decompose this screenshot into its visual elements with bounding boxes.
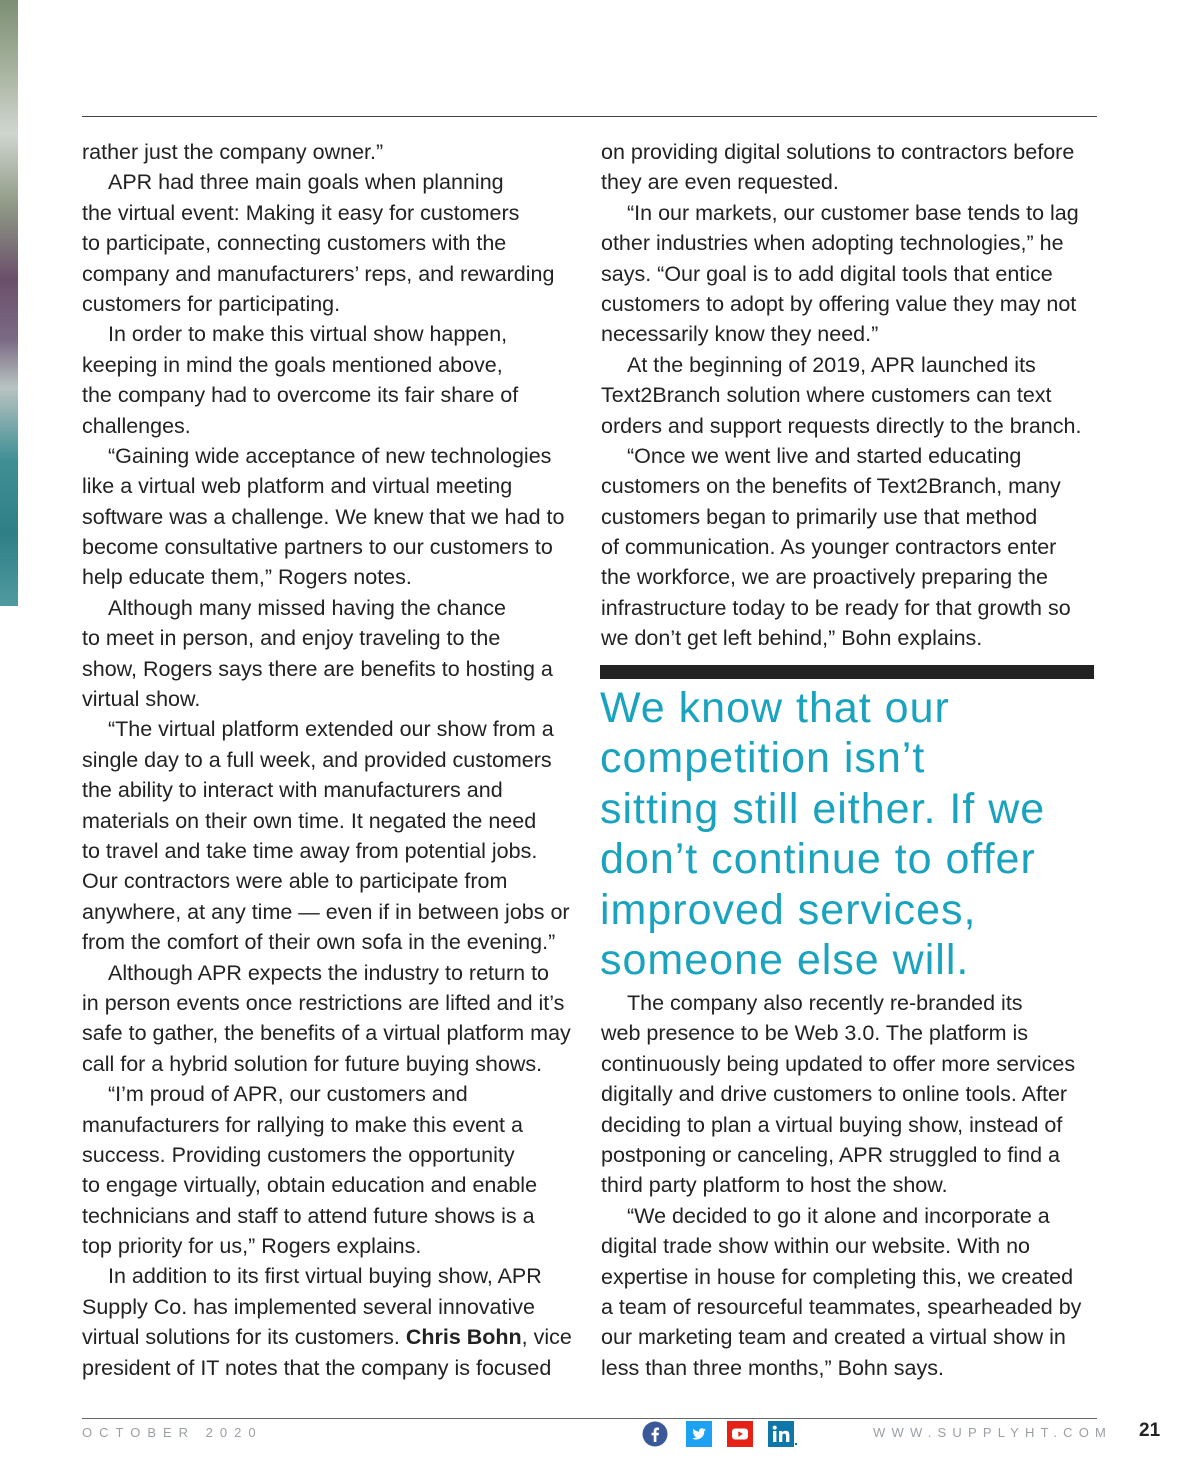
person-name-bold: Chris Bohn	[405, 1325, 522, 1350]
line-text: virtual solutions for its customers.	[82, 1325, 406, 1350]
paragraph-line: Although APR expects the industry to return to	[108, 960, 550, 985]
pull-quote-line: improved services,	[600, 885, 977, 934]
paragraph-line: become consultative partners to our customers to	[82, 535, 553, 560]
facebook-icon[interactable]	[642, 1421, 668, 1447]
paragraph-line: manufacturers for rallying to make this event a	[82, 1112, 523, 1137]
left-column	[82, 137, 580, 1383]
line-text: , vice	[521, 1325, 572, 1350]
paragraph-line: less than three months,” Bohn says.	[601, 1355, 944, 1380]
paragraph-line: digital trade show within our website. With no	[601, 1234, 1031, 1259]
paragraph-line: software was a challenge. We knew that we had to	[82, 504, 565, 529]
paragraph-line: keeping in mind the goals mentioned above,	[82, 352, 503, 377]
paragraph-line: the company had to overcome its fair share of	[82, 383, 519, 408]
paragraph-line-with-name	[82, 1322, 580, 1352]
pull-quote-line: competition isn’t	[600, 734, 926, 783]
pull-quote-line: someone else will.	[600, 935, 970, 984]
paragraph-line: In addition to its first virtual buying show, APR	[108, 1264, 542, 1289]
youtube-icon[interactable]	[727, 1421, 753, 1447]
paragraph-line: the workforce, we are proactively preparing the	[601, 565, 1048, 590]
paragraph-line: continuously being updated to offer more services	[601, 1051, 1076, 1076]
pull-quote	[600, 683, 1100, 985]
paragraph-line: “Once we went live and started educating	[627, 443, 1022, 468]
top-rule	[82, 116, 1097, 117]
pull-quote-line: don’t continue to offer	[600, 835, 1036, 884]
paragraph-line: in person events once restrictions are lifted and it’s	[82, 990, 565, 1015]
paragraph-line: Our contractors were able to participate from	[82, 869, 508, 894]
paragraph-line: show, Rogers says there are benefits to hosting a	[82, 656, 553, 681]
paragraph-line: Text2Branch solution where customers can text	[601, 383, 1052, 408]
paragraph-line: of communication. As younger contractors enter	[601, 535, 1057, 560]
pull-quote-bar	[600, 665, 1094, 679]
paragraph-line: “Gaining wide acceptance of new technologies	[108, 443, 552, 468]
paragraph-line: help educate them,” Rogers notes.	[82, 565, 412, 590]
paragraph-line: infrastructure today to be ready for that growth so	[601, 595, 1071, 620]
paragraph-line: to participate, connecting customers with the	[82, 231, 507, 256]
paragraph-line: like a virtual web platform and virtual meeting	[82, 474, 513, 499]
paragraph-line: says. “Our goal is to add digital tools that entice	[601, 261, 1053, 286]
paragraph-line: president of IT notes that the company is focused	[82, 1355, 552, 1380]
paragraph-line: the ability to interact with manufacturers and	[82, 778, 503, 803]
right-column-top	[601, 137, 1099, 654]
bottom-rule	[82, 1418, 1097, 1419]
paragraph-line: the virtual event: Making it easy for customers	[82, 200, 520, 225]
paragraph-line: on providing digital solutions to contractors before	[601, 140, 1075, 164]
paragraph-line: “I’m proud of APR, our customers and	[108, 1082, 468, 1107]
paragraph-line: “In our markets, our customer base tends to lag	[627, 200, 1079, 225]
paragraph-line: call for a hybrid solution for future buying shows.	[82, 1051, 543, 1076]
paragraph-line: to meet in person, and enjoy traveling to the	[82, 626, 501, 651]
paragraph-line: top priority for us,” Rogers explains.	[82, 1234, 422, 1259]
pull-quote-line: sitting still either. If we	[600, 784, 1046, 833]
paragraph-line: safe to gather, the benefits of a virtual platform may	[82, 1021, 571, 1046]
paragraph-line: virtual show.	[82, 687, 201, 712]
paragraph-line: anywhere, at any time — even if in between jobs or	[82, 899, 570, 924]
paragraph-line: digitally and drive customers to online tools. After	[601, 1082, 1068, 1107]
paragraph-line: necessarily know they need.”	[601, 322, 879, 347]
left-column-lines	[82, 137, 580, 1322]
paragraph-line: orders and support requests directly to the branch.	[601, 413, 1082, 438]
paragraph-line: our marketing team and created a virtual show in	[601, 1325, 1066, 1350]
paragraph-line: to travel and take time away from potential jobs.	[82, 838, 538, 863]
paragraph-line: customers to adopt by offering value they may not	[601, 291, 1077, 316]
paragraph-line: expertise in house for completing this, we created	[601, 1264, 1074, 1289]
paragraph-line: to engage virtually, obtain education and enable	[82, 1173, 538, 1198]
right-column-bottom	[601, 988, 1099, 1383]
paragraph-line: from the comfort of their own sofa in the evening.”	[82, 930, 556, 955]
paragraph-line: Although many missed having the chance	[108, 595, 506, 620]
paragraph-line: The company also recently re-branded its	[627, 991, 1023, 1015]
website-url[interactable]: WWW.SUPPLYHT.COM	[873, 1425, 1113, 1440]
paragraph-line: APR had three main goals when planning	[108, 170, 504, 195]
paragraph-line: Supply Co. has implemented several innovative	[82, 1294, 535, 1319]
paragraph-line: third party platform to host the show.	[601, 1173, 948, 1198]
page-number: 21	[1139, 1420, 1161, 1441]
paragraph-line: success. Providing customers the opportunity	[82, 1142, 515, 1167]
paragraph-line: technicians and staff to attend future shows is a	[82, 1203, 535, 1228]
paragraph-line: challenges.	[82, 413, 191, 438]
paragraph-line: web presence to be Web 3.0. The platform is	[601, 1021, 1029, 1046]
paragraph-line: other industries when adopting technologies,” he	[601, 231, 1064, 256]
paragraph-line: postponing or canceling, APR struggled to find a	[601, 1142, 1060, 1167]
paragraph-line: a team of resourceful teammates, spearheaded by	[601, 1294, 1082, 1319]
paragraph-line: “The virtual platform extended our show from a	[108, 717, 554, 742]
paragraph-line: materials on their own time. It negated the need	[82, 808, 537, 833]
paragraph-line: rather just the company owner.”	[82, 140, 384, 164]
paragraph-line: In order to make this virtual show happen,	[108, 322, 508, 347]
left-column-lines-end	[82, 1353, 580, 1383]
paragraph-line: single day to a full week, and provided customers	[82, 747, 552, 772]
paragraph-line: deciding to plan a virtual buying show, instead of	[601, 1112, 1063, 1137]
paragraph-line: customers began to primarily use that method	[601, 504, 1038, 529]
linkedin-icon[interactable]	[768, 1421, 794, 1447]
paragraph-line: “We decided to go it alone and incorporate a	[627, 1203, 1050, 1228]
edge-photo-crop	[0, 0, 18, 606]
paragraph-line: they are even requested.	[601, 170, 839, 195]
twitter-icon[interactable]	[686, 1421, 712, 1447]
paragraph-line: At the beginning of 2019, APR launched its	[627, 352, 1036, 377]
issue-date: OCTOBER 2020	[82, 1425, 263, 1440]
paragraph-line: we don’t get left behind,” Bohn explains.	[601, 626, 983, 651]
paragraph-line: customers on the benefits of Text2Branch, many	[601, 474, 1061, 499]
paragraph-line: company and manufacturers’ reps, and rewarding	[82, 261, 555, 286]
paragraph-line: customers for participating.	[82, 291, 341, 316]
pull-quote-line: We know that our	[600, 684, 950, 732]
